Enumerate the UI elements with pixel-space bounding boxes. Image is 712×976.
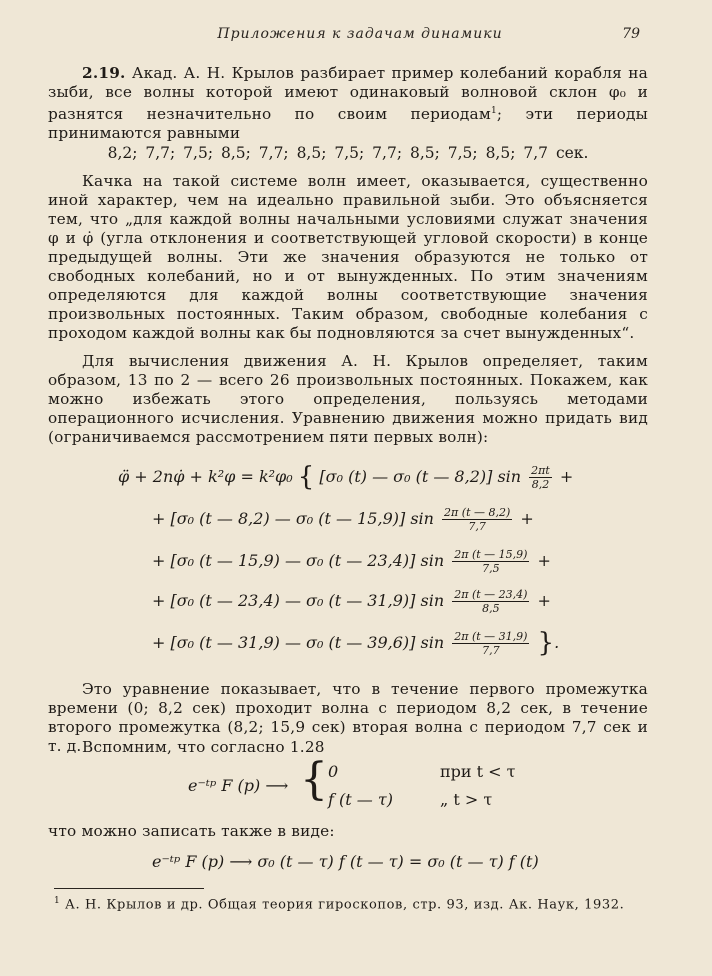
equation-line-5-lead: + [σ₀ (t — 31,9) — σ₀ (t — 39,6)] sin bbox=[152, 633, 445, 652]
fraction-denominator: 8,5 bbox=[482, 602, 500, 615]
equation-line-2 bbox=[152, 506, 534, 533]
equation-line-4-lead: + [σ₀ (t — 23,4) — σ₀ (t — 31,9)] sin bbox=[152, 591, 445, 610]
fraction-numerator: 2π (t — 31,9) bbox=[454, 630, 528, 643]
running-head bbox=[80, 26, 640, 46]
paragraph-6 bbox=[48, 822, 648, 841]
equation-line-5-tail: . bbox=[554, 633, 560, 652]
equation-line-1 bbox=[118, 462, 573, 492]
equation-line-2-tail: + bbox=[520, 509, 534, 528]
paragraph-3 bbox=[48, 352, 648, 447]
problem-text-b: ; эти периоды принимаются равными bbox=[48, 105, 648, 143]
equation-line-2-lead: + [σ₀ (t — 8,2) — σ₀ (t — 15,9)] sin bbox=[152, 509, 434, 528]
equation-line-3 bbox=[152, 548, 551, 575]
fraction-denominator: 7,7 bbox=[468, 520, 486, 533]
fraction-denominator: 7,5 bbox=[482, 562, 500, 575]
fraction-numerator: 2π (t — 15,9) bbox=[454, 548, 528, 561]
fraction-denominator: 7,7 bbox=[482, 644, 500, 657]
periods-line: 8,2; 7,7; 7,5; 8,5; 7,7; 8,5; 7,5; 7,7; 8,5; 7,5; 8,5; 7,7 сек. bbox=[107, 144, 589, 162]
equation-line-1-tail: + bbox=[559, 467, 574, 486]
page-number: 79 bbox=[622, 26, 640, 42]
footnote-divider bbox=[54, 888, 204, 889]
fraction-numerator: 2πt bbox=[531, 464, 550, 477]
equation-line-5 bbox=[152, 628, 559, 658]
equation-open-brace: { bbox=[297, 462, 315, 492]
footnote-marker: 1 bbox=[490, 106, 497, 116]
problem-number: 2.19. bbox=[82, 64, 126, 82]
equation-line-1-fraction bbox=[529, 464, 552, 491]
problem-text-a: Акад. А. Н. Крылов разбирает пример колебаний корабля на зыби, все волны которой имеют одинаковый волновой склон φ₀ и разнятся незначительно по своим периодам bbox=[48, 64, 648, 124]
paragraph-2-text: Качка на такой системе волн имеет, оказывается, существенно иной характер, чем на идеально правильной зыби. Это объясняется тем, что „для каждой волны начальными условиями служат значения φ и φ̇ (угла отклонения и соответствующей угловой скорости) в конце предыдущей волны. Эти же значения образуются не только от свободных колебаний, но и от вынужденных. По этим значениям определяются для каждой волны соответствующие значения произвольных постоянных. Таким образом, свободные колебания с проходом каждой волны как бы подновляются за счет вынужденных“. bbox=[48, 172, 648, 342]
equation-line-3-tail: + bbox=[537, 551, 551, 570]
equation-line-4-tail: + bbox=[537, 591, 551, 610]
footnote-number: 1 bbox=[54, 896, 61, 906]
equation-line-4-fraction bbox=[452, 588, 529, 615]
equation-line-3-fraction bbox=[452, 548, 529, 575]
equation-line-4 bbox=[152, 588, 551, 615]
problem-paragraph bbox=[48, 64, 648, 143]
equation-line-3-lead: + [σ₀ (t — 15,9) — σ₀ (t — 23,4)] sin bbox=[152, 551, 445, 570]
equation-close-brace: } bbox=[537, 628, 555, 658]
case-1-value: 0 bbox=[328, 762, 339, 781]
piecewise-lhs: e⁻ᵗᵖ F (p) ⟶ bbox=[188, 776, 289, 795]
fraction-denominator: 8,2 bbox=[531, 478, 550, 491]
equation-line-1-bracket: [σ₀ (t) — σ₀ (t — 8,2)] sin bbox=[319, 467, 522, 486]
running-title: Приложения к задачам динамики bbox=[217, 26, 503, 42]
fraction-numerator: 2π (t — 23,4) bbox=[454, 588, 528, 601]
footnote bbox=[54, 893, 654, 913]
paragraph-5-text: Вспомним, что согласно 1.28 bbox=[82, 738, 325, 756]
paragraph-4-text: Это уравнение показывает, что в течение первого промежутка времени (0; 8,2 сек) проходит волна с периодом 8,2 сек, в течение второго промежутка (8,2; 15,9 сек) вторая волна с периодом 7,7 сек и т. д. bbox=[48, 680, 648, 755]
paragraph-2 bbox=[48, 172, 648, 343]
piecewise-brace: { bbox=[300, 754, 328, 805]
case-1-condition: при t < τ bbox=[440, 762, 516, 781]
footnote-text: А. Н. Крылов и др. Общая теория гироскопов, стр. 93, изд. Ак. Наук, 1932. bbox=[60, 897, 625, 913]
equation-lhs: φ̈ + 2nφ̇ + k²φ = k²φ₀ bbox=[118, 467, 293, 486]
equation-line-5-fraction bbox=[452, 630, 529, 657]
paragraph-6-text: что можно записать также в виде: bbox=[48, 822, 335, 840]
paragraph-3-text: Для вычисления движения А. Н. Крылов определяет, таким образом, 13 по 2 — всего 26 произвольных постоянных. Покажем, как можно избежать этого определения, пользуясь методами операционного исчисления. Уравнению движения можно придать вид (ограничиваемся рассмотрением пяти первых волн): bbox=[48, 352, 648, 446]
equation-line-2-fraction bbox=[442, 506, 512, 533]
paragraph-5 bbox=[48, 738, 648, 757]
case-2-value: f (t — τ) bbox=[328, 790, 393, 809]
fraction-numerator: 2π (t — 8,2) bbox=[444, 506, 511, 519]
case-2-condition: „ t > τ bbox=[440, 790, 493, 809]
final-equation: e⁻ᵗᵖ F (p) ⟶ σ₀ (t — τ) f (t — τ) = σ₀ (t — τ) f (t) bbox=[152, 852, 539, 871]
